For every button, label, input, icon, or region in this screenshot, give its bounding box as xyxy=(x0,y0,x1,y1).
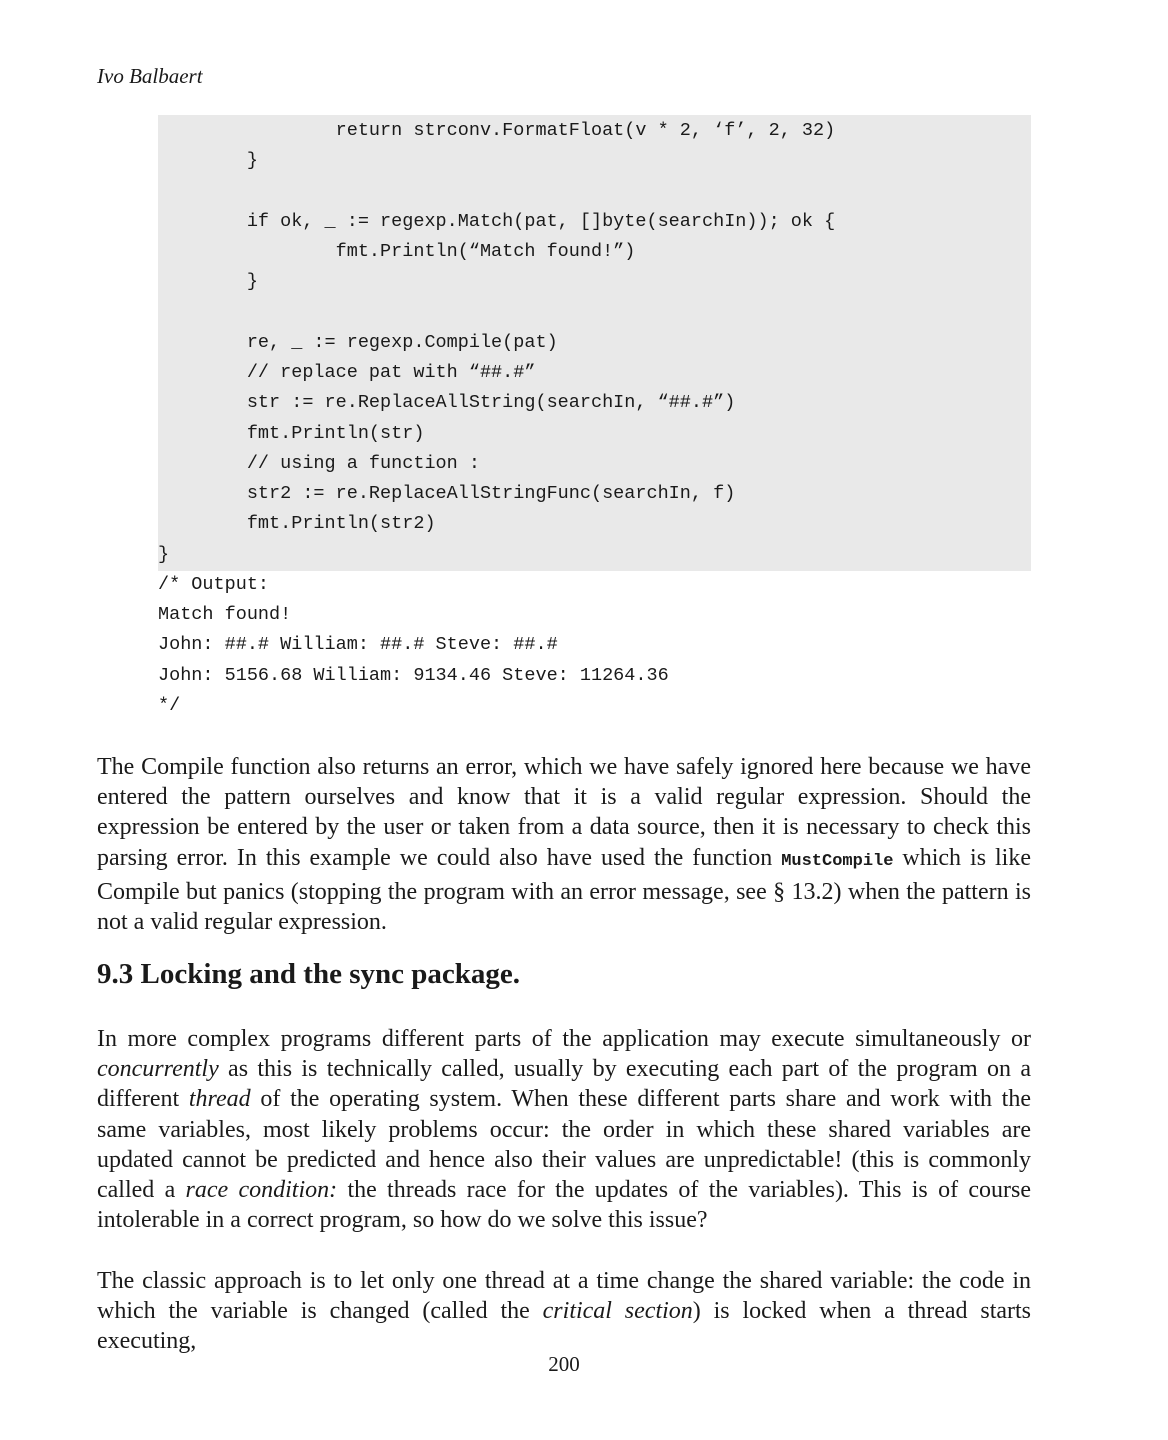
term-critical-section: critical section xyxy=(542,1298,693,1325)
output-line: Match found! xyxy=(158,604,292,625)
code-line: // using a function : xyxy=(158,452,480,474)
code-line: fmt.Println(“Match found!”) xyxy=(158,241,636,262)
code-line xyxy=(158,298,835,328)
page-number: 200 xyxy=(548,1352,580,1376)
output-line: */ xyxy=(158,694,181,716)
section-heading: 9.3 Locking and the sync package. xyxy=(97,958,520,990)
code-listing xyxy=(158,116,835,721)
paragraph-concurrency: In more complex programs different parts of the application may execute simultaneously or concurrently as this is technically called, usually by executing each part of the program on a different thread of the operating system. When these different parts share and work with the same variables, most likely problems occur: the order in which these shared variables are updated cannot be predicted and hence also their values are unpredictable! (this is commonly called a race condition: the threads race for the updates of the variables). This is of course intolerable in a correct program, so how do we solve this issue? xyxy=(97,1026,1032,1234)
code-line: re, _ := regexp.Compile(pat) xyxy=(158,331,558,353)
code-line: fmt.Println(str) xyxy=(158,422,425,444)
output-line: John: ##.# William: ##.# Steve: ##.# xyxy=(158,634,558,656)
code-line xyxy=(158,177,835,207)
inline-code-mustcompile: MustCompile xyxy=(781,851,894,871)
code-line: str := re.ReplaceAllString(searchIn, “##.#”) xyxy=(158,392,736,414)
code-line: } xyxy=(158,271,258,293)
code-line: return strconv.FormatFloat(v * 2, ‘f’, 2, 32) xyxy=(158,120,836,141)
paragraph-locking: The classic approach is to let only one thread at a time change the shared variable: the code in which the variable is changed (called the critical section) is locked when a thread starts executing, xyxy=(97,1268,1032,1355)
code-line: // replace pat with “##.#” xyxy=(158,362,536,383)
term-thread: thread xyxy=(188,1086,251,1113)
running-header-author: Ivo Balbaert xyxy=(97,64,203,88)
code-line: } xyxy=(158,150,258,172)
code-line: str2 := re.ReplaceAllStringFunc(searchIn, f) xyxy=(158,483,736,504)
output-line: John: 5156.68 William: 9134.46 Steve: 11264.36 xyxy=(158,664,669,686)
term-race-condition: race condition: xyxy=(185,1177,338,1204)
output-line: /* Output: xyxy=(158,573,270,595)
term-concurrently: concurrently xyxy=(97,1056,219,1083)
code-line: } xyxy=(158,543,170,565)
paragraph-compile-error: The Compile function also returns an error, which we have safely ignored here because we have entered the pattern ourselves and know that it is a valid regular expression. Should the expression be entered by the user or taken from a data source, then it is necessary to check this parsing error. In this example we could also have used the function MustCompile which is like Compile but panics (stopping the program with an error message, see § 13.2) when the pattern is not a valid regular expression. xyxy=(97,754,1031,936)
code-line: fmt.Println(str2) xyxy=(158,513,436,535)
code-line: if ok, _ := regexp.Match(pat, []byte(searchIn)); ok { xyxy=(158,210,836,232)
